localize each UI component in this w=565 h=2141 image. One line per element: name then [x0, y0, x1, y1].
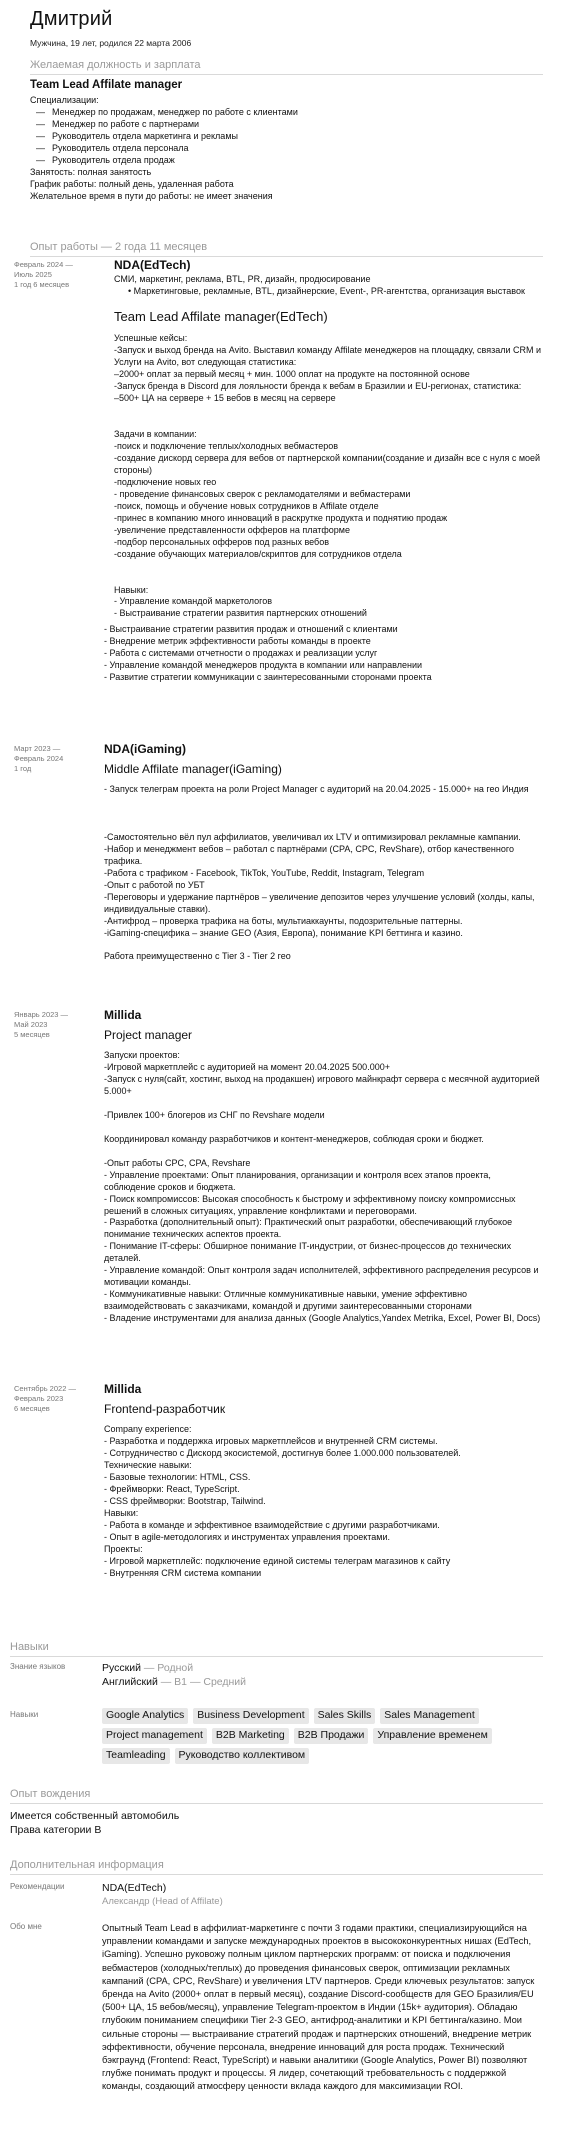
spec-label: Специализации: — [30, 95, 99, 106]
experience-industry-sub: • Маркетинговые, рекламные, BTL, дизайнерские, Event-, PR-агентства, организация выставок — [128, 285, 525, 296]
driving-license: Права категории B — [10, 1823, 102, 1836]
languages-row — [10, 1662, 550, 1690]
driving-block — [10, 1810, 179, 1838]
skill-tag: Sales Skills — [314, 1708, 376, 1724]
section-experience-title: Опыт работы — 2 года 11 месяцев — [30, 240, 543, 257]
experience-dates: Февраль 2024 — Июль 2025 1 год 6 месяцев — [14, 260, 73, 289]
spec-list — [30, 107, 550, 167]
recommendation-person: Александр (Head of Affilate) — [102, 1895, 223, 1907]
experience-description: Успешные кейсы: -Запуск и выход бренда на Avito. Выставил команду Affilate менеджеров на площадку, связали CRM и Услуги на Avito, вот следующая статистика: –2000+ оплат за первый месяц + мин. 1000 оплат на продукте на постоянной основе -Запуск бренда в Discord для лояльности бренда к вебам в Бразилии и EU-регионах, статистика: –500+ ЦА на сервере + 15 вебов в месяц на сервере Задачи в компании: -поиск и подключение теплых/холодных вебмастеров -создание дискорд сервера для вебов от партнерской компании(создание и дизайн все с нуля с моей стороны) -подключение новых гео - проведение финансовых сверок с рекламодателями и вебмастерами -поиск, помощь и обучение новых сотрудников в Affilate отделе -принес в компанию много инноваций в раскрутке продукта и поднятию продаж -увеличение представленности офферов на платформе -подбор персональных офферов под разных вебов -создание обучающих материалов/скриптов для сотрудников отдела Навыки: - Управление командой маркетологов - Выстраивание стратегии развития партнерских отношений — [114, 333, 542, 619]
experience-dates: Январь 2023 — Май 2023 5 месяцев — [14, 1010, 69, 1039]
language-item: Русский — Родной — [102, 1662, 194, 1674]
skill-tag: B2B Marketing — [212, 1728, 289, 1744]
spec-item: — Руководитель отдела продаж — [52, 155, 550, 167]
skills-label: Навыки — [10, 1710, 39, 1719]
experience-role: Project manager — [104, 1027, 193, 1042]
experience-role: Team Lead Affilate manager(EdTech) — [114, 308, 328, 324]
spec-item: — Руководитель отдела маркетинга и рекламы — [52, 131, 550, 143]
skill-tag: Business Development — [193, 1708, 308, 1724]
experience-industry: СМИ, маркетинг, реклама, BTL, PR, дизайн, продюсирование — [114, 273, 371, 284]
experience-role: Frontend-разработчик — [104, 1401, 226, 1416]
experience-item — [14, 742, 544, 963]
skill-tag: Руководство коллективом — [175, 1748, 310, 1764]
schedule: График работы: полный день, удаленная работа — [30, 179, 234, 190]
about-text: Опытный Team Lead в аффилиат-маркетинге с почти 3 годами практики, специализирующийся на управлении командами и запуске международных проектов в высококонкурентных нишах (EdTech, iGaming). Успешно руковожу полным циклом партнерских программ: от поиска и подключения вебмастеров (холодных/теплых) до проведения финансовых сверок, оптимизации рекламных кампаний (CPA, CPC, RevShare) и увеличения LTV партнеров. Среди ключевых результатов: запуск бренда на Avito (2000+ оплат в первый месяц), создание Discord-сообществ для GEO Бразилия/EU (500+ ЦА, 15 вебов/месяц), управление Telegram-проектом в Индии (15k+ аудитория). Обладаю глубоким пониманием специфики Tier 2-3 GEO, антифрод-аналитики и KPI беттинга/казино. Мои сильные стороны — выстраивание стратегий продаж и партнерских отношений, внедрение метрик эффективности, обучение персонала, внедрение инноваций для роста продаж. Технический бэкграунд (Frontend: React, TypeScript) и навыки аналитики (Google Analytics, Power BI) позволяют глубже понимать продукт и процессы. Я лидер, сочетающий требовательность с поддержкой команды, создающий атмосферу ценности вклада каждого для максимизации ROI. — [102, 1923, 535, 2092]
desired-position: Team Lead Affilate manager — [30, 79, 183, 91]
spec-item: — Менеджер по продажам, менеджер по работе с клиентами — [52, 107, 550, 119]
experience-item — [14, 1008, 544, 1325]
skill-tag: Sales Management — [380, 1708, 478, 1724]
experience-company: Millida — [104, 1008, 142, 1022]
skill-tag: B2B Продажи — [294, 1728, 369, 1744]
language-item: Английский — B1 — Средний — [102, 1675, 247, 1688]
recommendation-company: NDA(EdTech) — [102, 1882, 167, 1894]
desired-block — [30, 78, 550, 203]
skill-tag: Teamleading — [102, 1748, 170, 1764]
section-desired-title: Желаемая должность и зарплата — [30, 58, 543, 75]
experience-item — [14, 1382, 544, 1580]
experience-item — [14, 258, 544, 684]
spec-item: — Руководитель отдела персонала — [52, 143, 550, 155]
recommendations-label: Рекомендации — [10, 1882, 65, 1891]
skill-tag: Project management — [102, 1728, 207, 1744]
commute: Желательное время в пути до работы: не имеет значения — [30, 191, 273, 202]
candidate-name: Дмитрий — [30, 8, 113, 30]
section-additional-title: Дополнительная информация — [10, 1858, 543, 1875]
experience-dates: Март 2023 — Февраль 2024 1 год — [14, 744, 64, 773]
skill-tags — [102, 1708, 542, 1768]
skill-tag: Google Analytics — [102, 1708, 188, 1724]
skills-row — [10, 1708, 550, 1768]
recommendations-row — [10, 1882, 550, 1909]
candidate-meta: Мужчина, 19 лет, родился 22 марта 2006 — [30, 38, 192, 48]
section-driving-title: Опыт вождения — [10, 1787, 543, 1804]
experience-company: NDA(iGaming) — [104, 742, 186, 756]
spec-item: — Менеджер по работе с партнерами — [52, 119, 550, 131]
experience-description: Company experience: - Разработка и поддержка игровых маркетплейсов и внутренней CRM системы. - Сотрудничество с Дискорд экосистемой, достигнув более 1.000.000 пользователей. Технические навыки: - Базовые технологии: HTML, CSS. - Фреймворки: React, TypeScript. - CSS фреймворки: Bootstrap, Tailwind. Навыки: - Работа в команде и эффективное взаимодействие с другими разработчиками. - Опыт в agile-методологиях и инструментах управления проектами. Проекты: - Игровой маркетплейс: подключение единой системы телеграм магазинов к сайту - Внутренняя CRM система компании — [104, 1423, 461, 1578]
employment: Занятость: полная занятость — [30, 167, 152, 178]
about-label: Обо мне — [10, 1922, 42, 1931]
skill-tag: Управление временем — [373, 1728, 491, 1744]
experience-description: - Запуск телеграм проекта на роли Project Manager с аудиторий на 20.04.2025 - 15.000+ на гео Индия -Самостоятельно вёл пул аффилиатов, увеличивал их LTV и оптимизировал рекламные кампании. -Набор и менеджмент вебов – работал с партнёрами (CPA, CPC, RevShare), отбор качественного трафика. -Работа с трафиком - Facebook, TikTok, YouTube, Reddit, Instagram, Telegram -Опыт с работой по УБТ -Переговоры и удержание партнёров – увеличение депозитов через улучшение условий (холды, капы, индивидуальные ставки). -Антифрод – проверка трафика на боты, мультиаккаунты, подозрительные паттерны. -iGaming-специфика – знание GEO (Азия, Европа), понимание KPI беттинга и казино. Работа преимущественно с Tier 3 - Tier 2 гео — [104, 783, 535, 962]
languages-label: Знание языков — [10, 1662, 66, 1671]
experience-company: NDA(EdTech) — [114, 258, 191, 272]
experience-extra: - Выстраивание стратегии развития продаж и отношений с клиентами - Внедрение метрик эффективности работы команды в проекте - Работа с системами отчетности о продажах и реализации услуг - Управление командой менеджеров продукта в компании или направлении - Развитие стратегии коммуникации с заинтересованными сторонами проекта — [104, 624, 432, 683]
experience-dates: Сентябрь 2022 — Февраль 2023 6 месяцев — [14, 1384, 76, 1413]
driving-car: Имеется собственный автомобиль — [10, 1810, 180, 1822]
experience-role: Middle Affilate manager(iGaming) — [104, 761, 282, 776]
experience-company: Millida — [104, 1382, 142, 1396]
section-skills-title: Навыки — [10, 1640, 543, 1657]
about-row — [10, 1922, 550, 2093]
experience-description: Запуски проектов: -Игровой маркетплейс с аудиторией на момент 20.04.2025 500.000+ -Запуск с нуля(сайт, хостинг, выход на продакшен) игрового майнкрафт сервера с месячной аудиторией 5.000+ -Привлек 100+ блогеров из СНГ по Revshare модели Координировал команду разработчиков и контент-менеджеров, соблюдая сроки и бюджет. -Опыт работы CPC, CPA, Revshare - Управление проектами: Опыт планирования, организации и контроля всех этапов проекта, соблюдение сроков и бюджета. - Поиск компромиссов: Высокая способность к быстрому и эффективному поиску компромиссных решений в сложных ситуациях, управление конфликтами и переговорами. - Разработка (дополнительный опыт): Практический опыт разработки, обеспечивающий глубокое понимание технических аспектов проекта. - Понимание IT-сферы: Обширное понимание IT-индустрии, от бизнес-процессов до технических деталей. - Управление командой: Опыт контроля задач исполнителей, эффективного распределения ресурсов и мотивации команды. - Коммуникативные навыки: Отличные коммуникативные навыки, умение эффективно взаимодействовать с заказчиками, командой и другими заинтересованными сторонами - Владение инструментами для анализа данных (Google Analytics,Yandex Metrika, Excel, Power BI, Docs) — [104, 1049, 541, 1324]
